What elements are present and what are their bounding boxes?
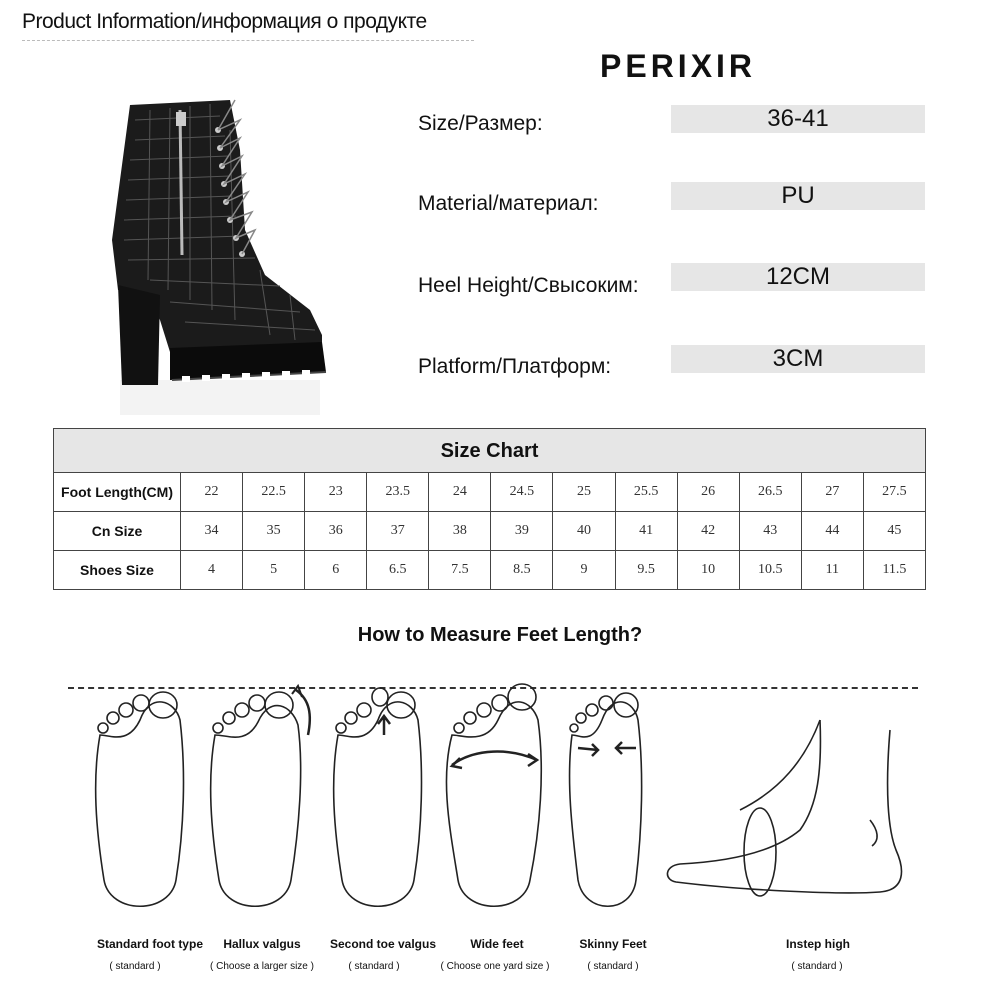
size-chart (53, 428, 926, 590)
foot-note-hallux: ( Choose a larger size ) (210, 961, 314, 972)
size-chart-cell: 10.5 (739, 551, 801, 590)
size-chart-cell: 27 (801, 473, 863, 512)
brand-logo: PERIXIR (600, 48, 757, 84)
size-chart-cell: 26.5 (739, 473, 801, 512)
size-chart-cell: 44 (801, 512, 863, 551)
size-chart-cell: 7.5 (429, 551, 491, 590)
spec-heel-label: Heel Height/Свысоким: (418, 274, 639, 297)
size-chart-cell: 27.5 (863, 473, 925, 512)
size-chart-cell: 24.5 (491, 473, 553, 512)
spec-platform-label: Platform/Платформ: (418, 355, 612, 378)
size-chart-cell: 43 (739, 512, 801, 551)
page-title: Product Information/информация о продукте (22, 10, 427, 33)
size-chart-cell: 38 (429, 512, 491, 551)
spec-size-label: Size/Размер: (418, 112, 543, 135)
size-chart-row (54, 473, 926, 512)
size-chart-cell: 11 (801, 551, 863, 590)
size-chart-cell: 40 (553, 512, 615, 551)
spec-size-value: 36-41 (671, 105, 925, 133)
size-chart-cell: 26 (677, 473, 739, 512)
foot-label-instep: Instep high (786, 937, 850, 951)
spec-material-label: Material/материал: (418, 192, 599, 215)
foot-note-second-toe: ( standard ) (348, 961, 400, 972)
size-chart-cell: 35 (243, 512, 305, 551)
size-chart-row (54, 512, 926, 551)
foot-note-wide: ( Choose one yard size ) (440, 961, 550, 972)
size-chart-cell: 34 (181, 512, 243, 551)
foot-label-wide: Wide feet (470, 937, 524, 951)
size-chart-cell: 37 (367, 512, 429, 551)
size-chart-cell: 25 (553, 473, 615, 512)
foot-label-skinny: Skinny Feet (579, 937, 647, 951)
hallux-valgus-drawing (211, 686, 310, 906)
foot-label-hallux: Hallux valgus (223, 937, 301, 951)
size-chart-row-header: Foot Length(CM) (54, 473, 181, 512)
boot-image (90, 90, 350, 420)
size-chart-cell: 9 (553, 551, 615, 590)
size-chart-cell: 36 (305, 512, 367, 551)
size-chart-cell: 45 (863, 512, 925, 551)
second-toe-valgus-drawing (334, 688, 422, 906)
instep-high-drawing (667, 720, 901, 896)
foot-note-skinny: ( standard ) (587, 961, 639, 972)
size-chart-cell: 23 (305, 473, 367, 512)
spec-platform-value: 3CM (671, 345, 925, 373)
size-chart-cell: 10 (677, 551, 739, 590)
size-chart-cell: 24 (429, 473, 491, 512)
size-chart-row-header: Shoes Size (54, 551, 181, 590)
size-chart-cell: 23.5 (367, 473, 429, 512)
skinny-feet-drawing (570, 693, 642, 906)
size-chart-cell: 25.5 (615, 473, 677, 512)
header-divider (22, 40, 474, 41)
foot-label-second-toe: Second toe valgus (329, 937, 437, 951)
size-chart-cell: 22 (181, 473, 243, 512)
wide-feet-drawing (446, 684, 541, 906)
feet-illustrations (0, 680, 1000, 920)
size-chart-title: Size Chart (53, 428, 926, 472)
size-chart-cell: 6 (305, 551, 367, 590)
size-chart-cell: 11.5 (863, 551, 925, 590)
size-chart-cell: 41 (615, 512, 677, 551)
foot-label-standard: Standard foot type (96, 937, 203, 951)
size-chart-cell: 42 (677, 512, 739, 551)
size-chart-cell: 22.5 (243, 473, 305, 512)
size-chart-cell: 39 (491, 512, 553, 551)
size-chart-cell: 9.5 (615, 551, 677, 590)
size-chart-cell: 5 (243, 551, 305, 590)
size-chart-cell: 4 (181, 551, 243, 590)
measure-title: How to Measure Feet Length? (357, 624, 643, 646)
size-chart-cell: 8.5 (491, 551, 553, 590)
standard-foot-drawing (96, 692, 184, 906)
foot-note-instep: ( standard ) (791, 961, 843, 972)
size-chart-row (54, 551, 926, 590)
size-chart-cell: 6.5 (367, 551, 429, 590)
size-chart-row-header: Cn Size (54, 512, 181, 551)
size-chart-table (53, 472, 926, 590)
foot-note-standard: ( standard ) (109, 961, 161, 972)
spec-heel-value: 12CM (671, 263, 925, 291)
spec-material-value: PU (671, 182, 925, 210)
